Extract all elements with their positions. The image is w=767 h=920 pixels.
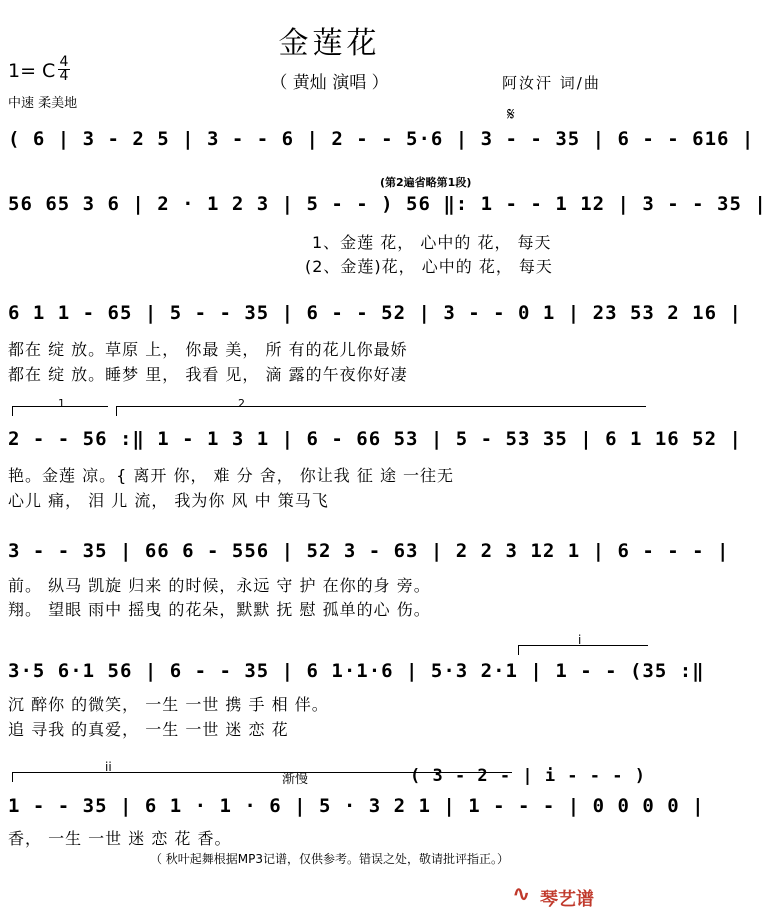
segno-icon: 𝄋 [507,104,515,125]
score-line-2: 56 65 3 6 | 2 · 1 2 3 | 5 - - ) 56 ‖: 1 - - 1 12 | 3 - - 35 | [8,193,767,215]
ritardando-marking: 渐慢 [282,772,309,787]
score-line-4: 2 - - 56 :‖ 1 - 1 3 1 | 6 - 66 53 | 5 - 53 35 | 6 1 16 52 | [8,428,742,450]
time-signature [58,56,70,83]
performer-subtitle: （ 黄灿 演唱 ） [270,73,389,93]
lyric-line-5a: 前。 纵马 凯旋 归来 的时候，永远 守 护 在你的身 旁。 [8,576,431,595]
lyric-line-5b: 翔。 望眼 雨中 摇曳 的花朵，默默 抚 慰 孤单的心 伤。 [8,600,431,619]
lyric-line-6b: 追 寻我 的真爱， 一生 一世 迷 恋 花 [8,720,289,739]
key-signature: 1= C [8,60,56,82]
lyric-line-4b: 心儿 痛， 泪 儿 流， 我为你 风 中 策马飞 [8,491,329,510]
volta-1-label: 1 [58,397,65,410]
repeat-note: (第2遍省略第1段) [380,176,472,189]
lyric-line-4a: 艳。金莲 凉。{ 离开 你， 难 分 舍， 你让我 征 途 一往无 [8,466,455,485]
volta-i-label: i [578,633,582,647]
lyric-line-2b: (2、金莲)花， 心中的 花， 每天 [305,257,553,276]
time-signature-top: 4 [59,54,69,70]
lyric-line-7: 香， 一生 一世 迷 恋 花 香。 [8,829,232,848]
score-line-6: 3·5 6·1 56 | 6 - - 35 | 6 1·1·6 | 5·3 2·1 | 1 - - (35 :‖ [8,660,705,682]
volta-ii-label: ii [105,760,112,774]
score-line-5: 3 - - 35 | 66 6 - 556 | 52 3 - 63 | 2 2 3 12 1 | 6 - - - | [8,540,730,562]
lyric-line-2a: 1、金莲 花， 心中的 花， 每天 [312,233,552,252]
score-line-3: 6 1 1 - 65 | 5 - - 35 | 6 - - 52 | 3 - - 0 1 | 23 53 2 16 | [8,302,742,324]
time-signature-bottom: 4 [59,68,69,84]
lyric-line-3b: 都在 绽 放。睡梦 里， 我看 见， 滴 露的午夜你好凄 [8,365,408,384]
author-credit: 阿汝汗 词/曲 [502,74,601,92]
score-line-1: ( 6 | 3 - 2 5 | 3 - - 6 | 2 - - 5·6 | 3 - - 35 | 6 - - 616 | [8,128,755,150]
song-title: 金莲花 [278,26,381,61]
lyric-line-3a: 都在 绽 放。草原 上， 你最 美， 所 有的花儿你最娇 [8,340,408,359]
score-line-7-upper: ( 3 - 2 - | i - - - ) [410,766,646,786]
lyric-line-6a: 沉 醉你 的微笑， 一生 一世 携 手 相 伴。 [8,695,329,714]
site-logo: 琴艺谱 [540,889,594,910]
transcription-note: （ 秋叶起舞根据MP3记谱，仅供参考。错误之处，敬请批评指正。） [149,852,510,866]
logo-icon: ∿ [512,882,531,907]
score-line-7: 1 - - 35 | 6 1 · 1 · 6 | 5 · 3 2 1 | 1 - - - | 0 0 0 0 | [8,795,705,817]
volta-2-label: 2 [238,397,245,410]
tempo-marking: 中速 柔美地 [8,96,78,111]
